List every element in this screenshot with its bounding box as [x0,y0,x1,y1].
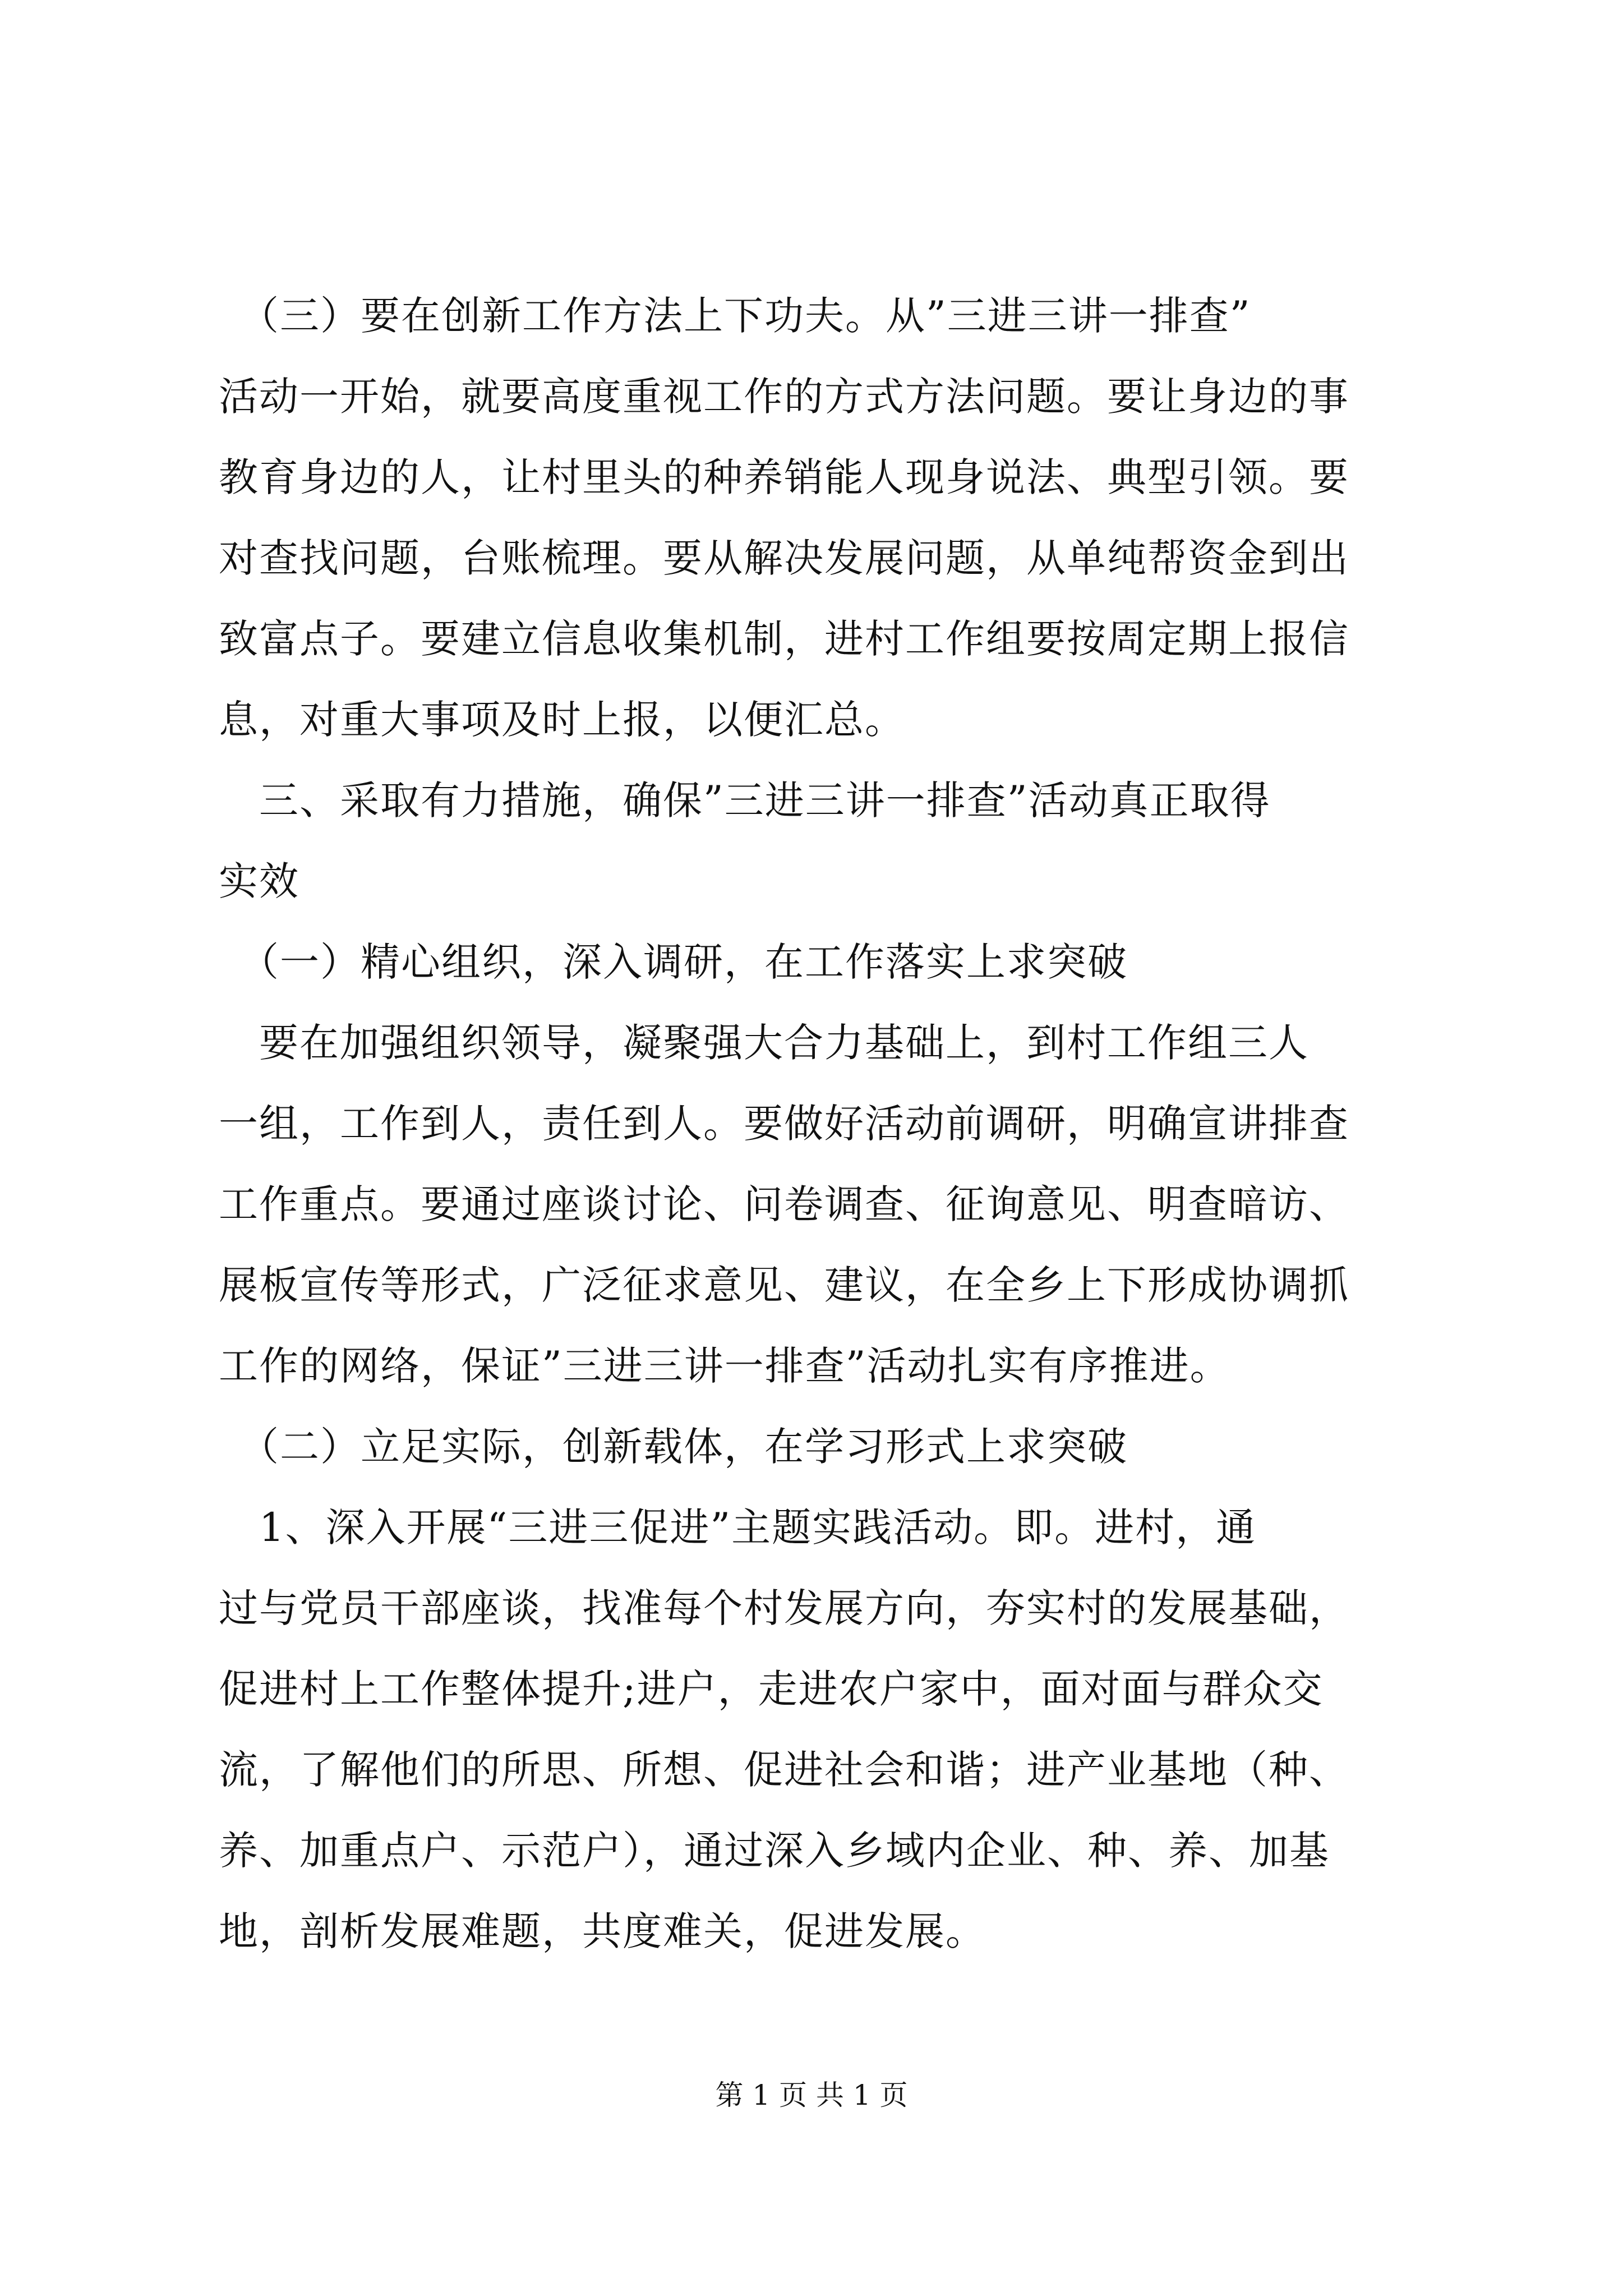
subheading-1: （一）精心组织，深入调研，在工作落实上求突破 [219,939,1128,985]
section-heading-3-cont: 实效 [219,858,299,904]
body-line-17: 地，剖析发展难题，共度难关，促进发展。 [219,1908,986,1954]
body-line-13: 过与党员干部座谈，找准每个村发展方向，夯实村的发展基础， [219,1585,1349,1631]
body-line-7: 要在加强组织领导，凝聚强大合力基础上，到村工作组三人 [219,1020,1309,1066]
body-line-10: 展板宣传等形式，广泛征求意见、建议，在全乡上下形成协调抓 [219,1262,1349,1308]
body-line-6: 息，对重大事项及时上报，以便汇总。 [219,697,905,743]
body-line-12: 1、深入开展“三进三促进”主题实践活动。即。进村，通 [219,1504,1257,1550]
body-line-11: 工作的网络，保证”三进三讲一排查”活动扎实有序推进。 [219,1343,1230,1389]
body-line-5: 致富点子。要建立信息收集机制，进村工作组要按周定期上报信 [219,616,1349,662]
body-line-9: 工作重点。要通过座谈讨论、问卷调查、征询意见、明查暗访、 [219,1181,1349,1227]
body-line-3: 教育身边的人，让村里头的种养销能人现身说法、典型引领。要 [219,454,1349,500]
body-line-16: 养、加重点户、示范户），通过深入乡域内企业、种、养、加基 [219,1828,1330,1874]
body-line-2: 活动一开始，就要高度重视工作的方式方法问题。要让身边的事 [219,374,1349,420]
body-line-8: 一组，工作到人，责任到人。要做好活动前调研，明确宣讲排查 [219,1101,1349,1147]
page-number-footer: 第 1 页 共 1 页 [715,2079,908,2111]
body-line-1: （三）要在创新工作方法上下功夫。从”三进三讲一排查” [219,293,1251,339]
subheading-2: （二）立足实际，创新载体，在学习形式上求突破 [219,1424,1128,1470]
body-line-14: 促进村上工作整体提升;进户，走进农户家中，面对面与群众交 [219,1666,1324,1712]
section-heading-3: 三、采取有力措施，确保”三进三讲一排查”活动真正取得 [219,777,1271,823]
body-line-4: 对查找问题，台账梳理。要从解决发展问题，从单纯帮资金到出 [219,535,1349,581]
body-line-15: 流，了解他们的所思、所想、促进社会和谐；进产业基地（种、 [219,1747,1349,1793]
